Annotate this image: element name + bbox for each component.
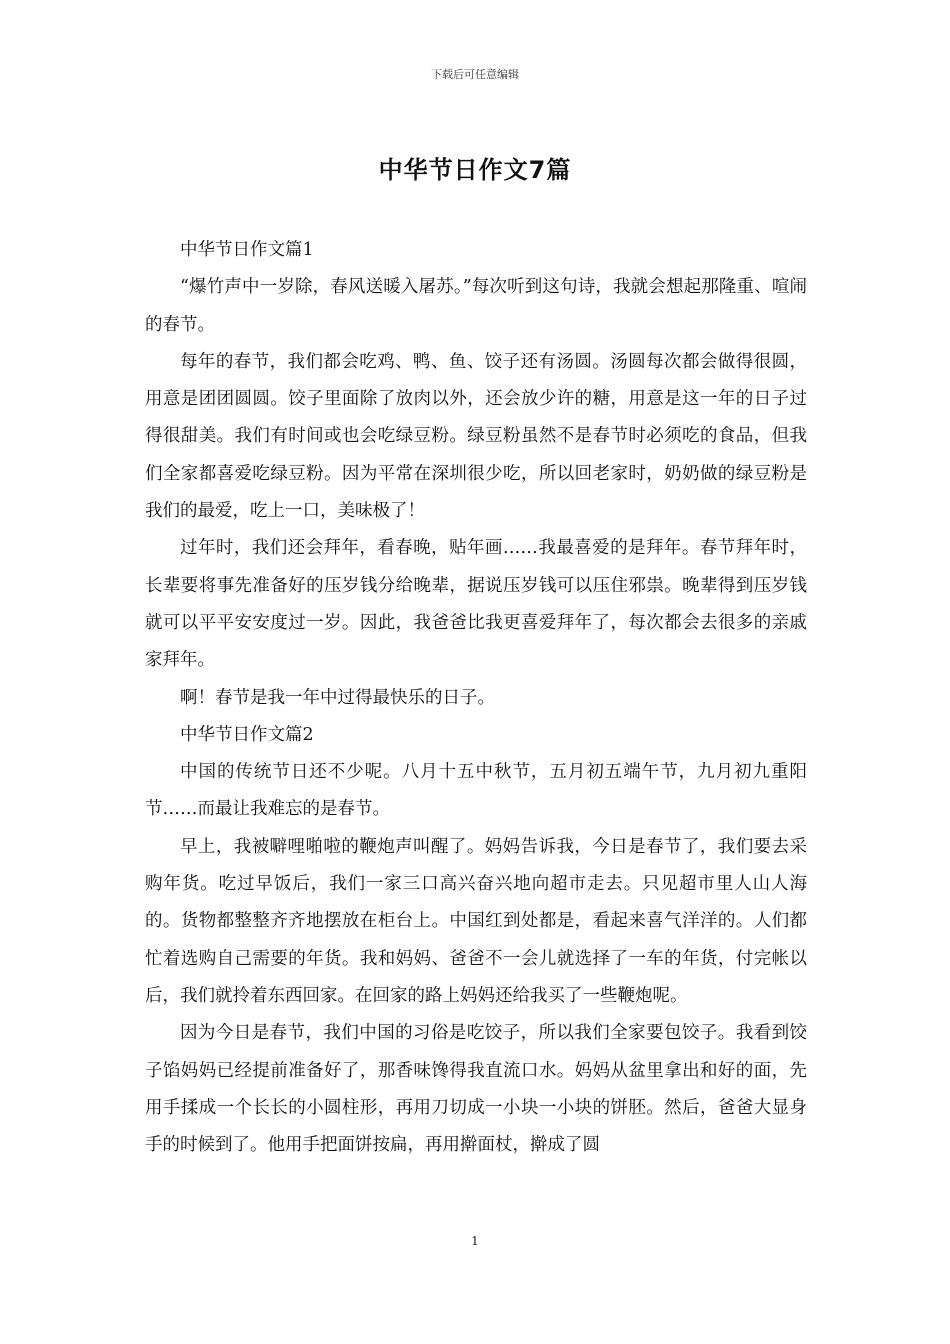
document-body: [145, 232, 807, 1164]
section-heading-1: 中华节日作文篇1: [180, 240, 314, 260]
paragraph: 过年时，我们还会拜年，看春晚，贴年画……我最喜爱的是拜年。春节拜年时，长辈要将事先准备好的压岁钱分给晚辈，据说压岁钱可以压住邪祟。晚辈得到压岁钱就可以平平安安度过一岁。因此，我爸爸比我更喜爱拜年了，每次都会去很多的亲戚家拜年。: [145, 538, 807, 671]
paragraph: 中国的传统节日还不少呢。八月十五中秋节，五月初五端午节，九月初九重阳节……而最让我难忘的是春节。: [145, 762, 807, 820]
paragraph: 早上，我被噼哩啪啦的鞭炮声叫醒了。妈妈告诉我，今日是春节了，我们要去采购年货。吃过早饭后，我们一家三口高兴奋兴地向超市走去。只见超市里人山人海的。货物都整整齐齐地摆放在柜台上。中国红到处都是，看起来喜气洋洋的。人们都忙着选购自己需要的年货。我和妈妈、爸爸不一会儿就选择了一车的年货，付完帐以后，我们就拎着东西回家。在回家的路上妈妈还给我买了一些鞭炮呢。: [145, 836, 807, 1006]
paragraph: “爆竹声中一岁除，春风送暖入屠苏。”每次听到这句诗，我就会想起那隆重、喧闹的春节。: [145, 277, 807, 335]
paragraph: 每年的春节，我们都会吃鸡、鸭、鱼、饺子还有汤圆。汤圆每次都会做得很圆，用意是团团圆圆。饺子里面除了放肉以外，还会放少许的糖，用意是这一年的日子过得很甜美。我们有时间或也会吃绿豆粉。绿豆粉虽然不是春节时必须吃的食品，但我们全家都喜爱吃绿豆粉。因为平常在深圳很少吃，所以回老家时，奶奶做的绿豆粉是我们的最爱，吃上一口，美味极了！: [145, 351, 807, 522]
page-number: 1: [471, 1234, 479, 1248]
paragraph: 啊！春节是我一年中过得最快乐的日子。: [180, 687, 495, 708]
paragraph: 因为今日是春节，我们中国的习俗是吃饺子，所以我们全家要包饺子。我看到饺子馅妈妈已经提前准备好了，那香味馋得我直流口水。妈妈从盆里拿出和好的面，先用手揉成一个长长的小圆柱形，再用刀切成一小块一小块的饼胚。然后，爸爸大显身手的时候到了。他用手把面饼按扁，再用擀面杖，擀成了圆: [145, 1023, 807, 1156]
section-heading-2: 中华节日作文篇2: [180, 724, 314, 745]
header-note: 下载后可任意编辑: [431, 68, 519, 81]
document-title: 中华节日作文7篇: [378, 156, 572, 184]
